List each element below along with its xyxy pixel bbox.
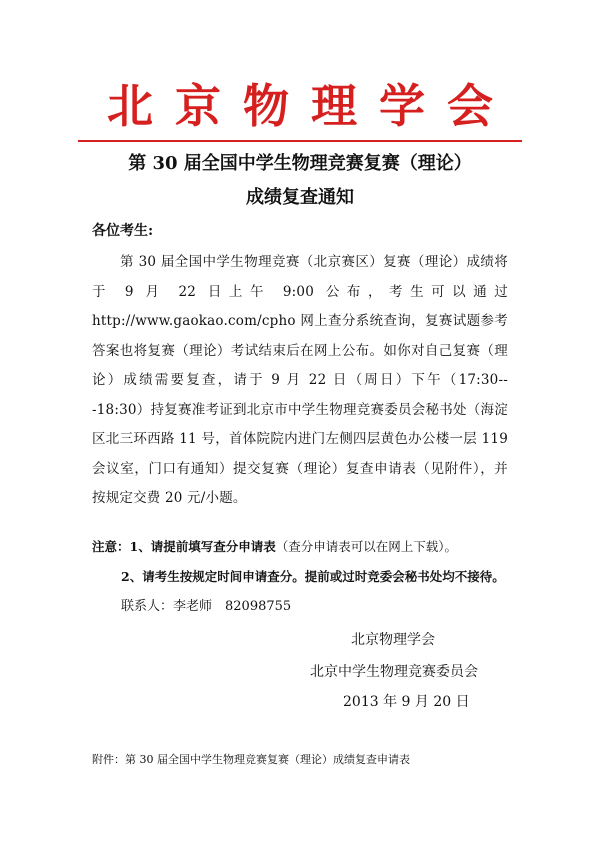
signature-committee: 北京中学生物理竞赛委员会 <box>310 664 478 680</box>
notice-body: 第 30 届全国中学生物理竞赛（北京赛区）复赛（理论）成绩将于 9 月 22 日上午 9:00 公布，考生可以通过 http://www.gaokao.com/cpho 网上查分系统查询，复赛试题参考答案也将复赛（理论）考试结束后在网上公布。如你对自己复赛（理论）成绩需要复查，请于 9 月 22 日（周日）下午（17:30---18:30）持复赛准考证到北京市中学生物理竞赛委员会秘书处（海淀区北三环西路 11 号，首体院院内进门左侧四层黄色办公楼一层 119 会议室，门口有通知）提交复赛（理论）复查申请表（见附件），并按规定交费 20 元/小题。 <box>92 254 508 506</box>
notice-title: 第 30 届全国中学生物理竞赛复赛（理论） <box>128 153 472 174</box>
note-item-2: 2、请考生按规定时间申请查分。提前或过时竞委会秘书处均不接待。 <box>121 569 505 584</box>
note-label: 注意： <box>92 539 130 554</box>
contact-line: 联系人：李老师 82098755 <box>121 599 292 614</box>
salutation: 各位考生: <box>92 223 154 239</box>
signature-date: 2013 年 9 月 20 日 <box>343 694 470 710</box>
signature-org: 北京物理学会 <box>351 632 435 648</box>
attachment-line: 附件：第 30 届全国中学生物理竞赛复赛（理论）成绩复查申请表 <box>92 753 410 766</box>
letterhead-divider <box>78 140 522 142</box>
letterhead-title: 北京物理学会 <box>107 79 515 133</box>
notice-subtitle: 成绩复查通知 <box>246 187 354 208</box>
note-item-1-bold: 1、请提前填写查分申请表 <box>129 539 276 554</box>
note-item-1-rest: （查分申请表可以在网上下载）。 <box>275 539 457 554</box>
note-item-1 <box>92 538 522 556</box>
